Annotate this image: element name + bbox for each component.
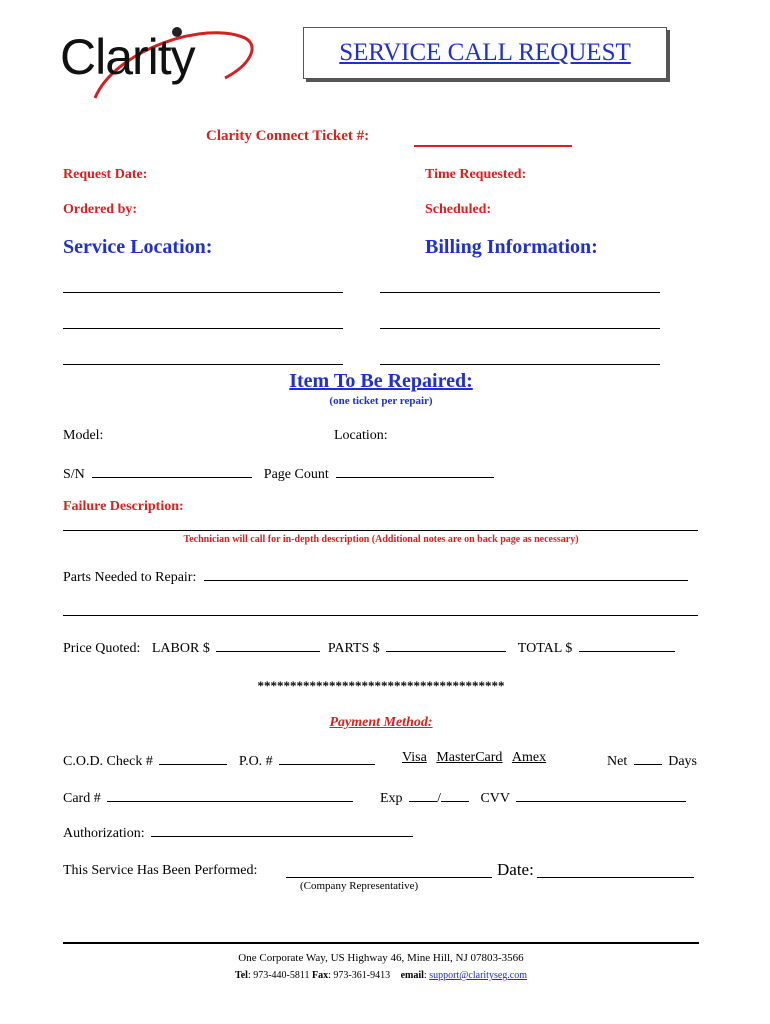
parts-needed-field[interactable]: [204, 566, 688, 581]
company-representative-field[interactable]: [286, 877, 492, 878]
authorization-label: Authorization:: [63, 826, 145, 841]
title-box: [303, 27, 667, 79]
sn-row: [63, 463, 494, 483]
days-label: Days: [668, 754, 697, 769]
exp-year-field[interactable]: [441, 787, 469, 802]
card-number-field[interactable]: [107, 787, 353, 802]
page-title: SERVICE CALL REQUEST: [339, 39, 631, 66]
billing-line[interactable]: [380, 364, 660, 365]
footer-divider: [63, 942, 699, 944]
tel-number: : 973-440-5811: [247, 970, 313, 981]
parts-needed-line-2[interactable]: [63, 615, 698, 616]
billing-line[interactable]: [380, 328, 660, 329]
cvv-field[interactable]: [516, 787, 686, 802]
date-label: Date:: [497, 860, 534, 879]
date-field[interactable]: [537, 877, 694, 878]
visa-option[interactable]: Visa: [402, 750, 427, 765]
ticket-label: Clarity Connect Ticket #:: [206, 128, 370, 144]
item-subheading: (one ticket per repair): [329, 395, 433, 407]
parts-label: PARTS $: [327, 641, 380, 656]
service-location-line[interactable]: [63, 292, 343, 293]
time-requested-label: Time Requested:: [425, 167, 527, 182]
total-field[interactable]: [579, 637, 675, 652]
card-number-label: Card #: [63, 791, 101, 806]
technician-note: Technician will call for in-depth description (Additional notes are on back page as necessary): [183, 534, 579, 545]
authorization-field[interactable]: [151, 822, 413, 837]
item-heading: Item To Be Repaired:: [289, 370, 473, 392]
sn-label: S/N: [63, 467, 85, 482]
tel-label: Tel: [234, 970, 248, 981]
clarity-logo: [55, 20, 260, 105]
location-label: Location:: [334, 428, 388, 443]
fax-number: : 973-361-9413: [328, 970, 391, 981]
ordered-by-label: Ordered by:: [63, 202, 138, 217]
failure-description-line[interactable]: [63, 530, 698, 531]
sn-field[interactable]: [92, 463, 252, 478]
card-row: [63, 787, 353, 807]
page-count-label: Page Count: [263, 467, 329, 482]
fax-label: Fax: [312, 970, 329, 981]
page-count-field[interactable]: [336, 463, 494, 478]
exp-cvv-row: [380, 787, 686, 807]
footer-contact: [0, 970, 762, 981]
net-days-row: [607, 750, 697, 770]
price-quoted-label: Price Quoted:: [63, 641, 141, 656]
cvv-label: CVV: [480, 791, 510, 806]
net-label: Net: [607, 754, 628, 769]
separator-stars: **************************************: [257, 678, 505, 693]
labor-field[interactable]: [216, 637, 320, 652]
payment-row-1: [63, 750, 375, 770]
parts-needed-row: [63, 566, 688, 586]
model-label: Model:: [63, 428, 104, 443]
email-colon: :: [423, 970, 430, 981]
logo-text: Clarity: [60, 29, 195, 85]
labor-label: LABOR $: [151, 641, 210, 656]
performed-label: This Service Has Been Performed:: [63, 863, 258, 878]
service-location-line[interactable]: [63, 364, 343, 365]
amex-option[interactable]: Amex: [511, 750, 547, 765]
authorization-row: [63, 822, 413, 842]
cod-check-label: C.O.D. Check #: [63, 754, 153, 769]
footer-address: One Corporate Way, US Highway 46, Mine Hill, NJ 07803-3566: [238, 952, 524, 964]
billing-line[interactable]: [380, 292, 660, 293]
po-label: P.O. #: [238, 754, 273, 769]
card-type-row: [402, 750, 546, 766]
billing-information-heading: Billing Information:: [425, 236, 598, 258]
company-representative-caption: (Company Representative): [300, 880, 419, 892]
service-location-line[interactable]: [63, 328, 343, 329]
request-date-label: Request Date:: [63, 167, 148, 182]
parts-field[interactable]: [386, 637, 506, 652]
ticket-field[interactable]: [414, 145, 572, 147]
parts-needed-label: Parts Needed to Repair:: [63, 570, 197, 585]
exp-slash: /: [437, 791, 441, 806]
service-location-heading: Service Location:: [63, 236, 213, 258]
mastercard-option[interactable]: MasterCard: [436, 750, 503, 765]
cod-check-field[interactable]: [159, 750, 227, 765]
email-label: email: [400, 970, 424, 981]
price-quoted-row: [63, 637, 675, 657]
failure-description-label: Failure Description:: [63, 499, 184, 514]
exp-month-field[interactable]: [409, 787, 437, 802]
exp-label: Exp: [380, 791, 403, 806]
scheduled-label: Scheduled:: [425, 202, 492, 217]
po-field[interactable]: [279, 750, 375, 765]
net-days-field[interactable]: [634, 750, 662, 765]
total-label: TOTAL $: [517, 641, 573, 656]
email-link[interactable]: support@clarityseg.com: [429, 970, 528, 981]
payment-method-heading: Payment Method:: [329, 715, 433, 730]
